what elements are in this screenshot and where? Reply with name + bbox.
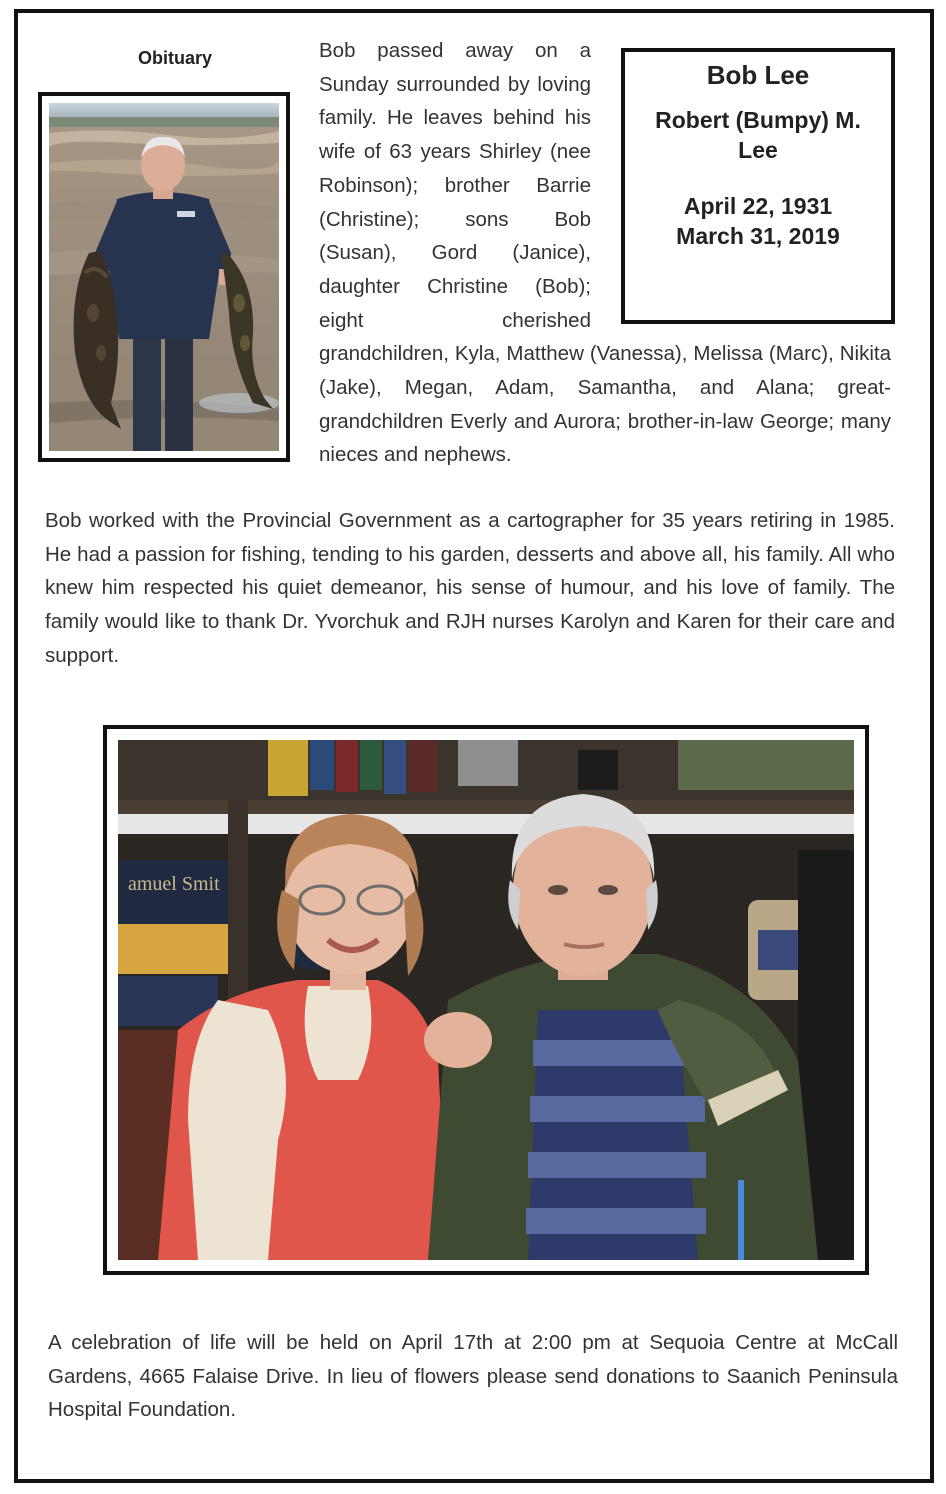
birth-date: April 22, 1931	[683, 193, 833, 219]
family-paragraph	[319, 34, 891, 472]
family-text: Bob passed away on a Sunday surrounded by loving family. He leaves behind his wife of 63 years Shirley (nee Robinson); brother Barrie (Christine); sons Bob (Susan), Gord (Janice), daughter Christine (Bob); eight cherished grandchildren, Kyla, Matthew (Vanessa), Melissa (Marc), Nikita (Jake), Megan, Adam, Samantha, and Alana; great-grandchildren Everly and Aurora; brother-in-law George; many nieces and nephews.	[319, 39, 891, 467]
obituary-label: Obituary	[137, 48, 212, 68]
career-paragraph: Bob worked with the Provincial Government as a cartographer for 35 years retiring in 1985. He had a passion for fishing, tending to his garden, desserts and above all, his family. All who knew him respected his quiet demeanor, his sense of humour, and his love of family. The family would like to thank Dr. Yvorchuk and RJH nurses Karolyn and Karen for their care and support.	[45, 509, 895, 667]
death-date: March 31, 2019	[676, 223, 840, 249]
svg-text:amuel Smit: amuel Smit	[128, 873, 220, 895]
deceased-full-name: Robert (Bumpy) M. Lee	[655, 107, 861, 163]
photo-frame-couple	[103, 725, 869, 1275]
deceased-name: Bob Lee	[706, 60, 810, 90]
couple-photo	[118, 740, 854, 1260]
text-wrap-spacer	[591, 34, 891, 334]
celebration-paragraph: A celebration of life will be held on April 17th at 2:00 pm at Sequoia Centre at McCall Gardens, 4665 Falaise Drive. In lieu of flowers please send donations to Saanich Peninsula Hospital Foundation.	[48, 1331, 898, 1422]
fishing-photo	[49, 103, 279, 451]
photo-frame-fishing	[38, 92, 290, 462]
